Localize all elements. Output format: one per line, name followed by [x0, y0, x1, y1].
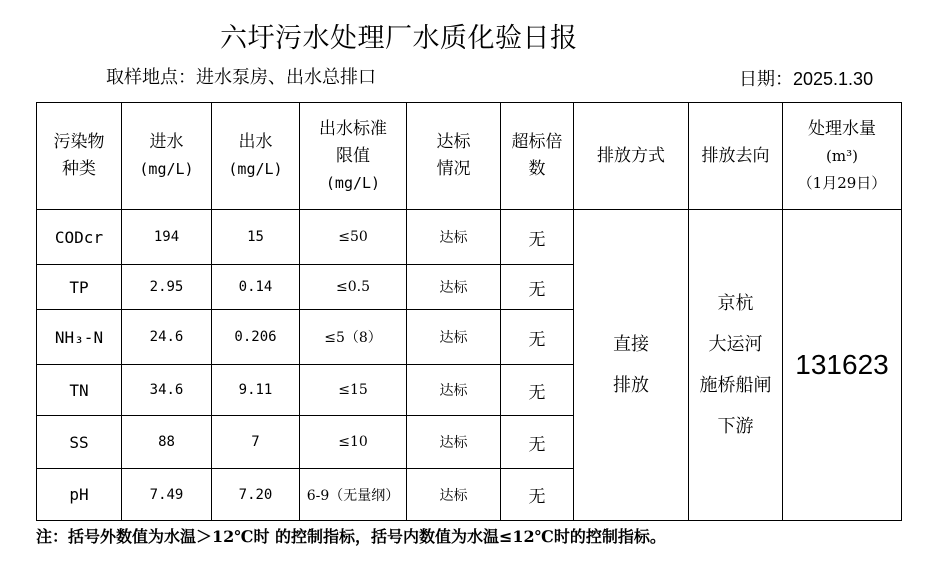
exceed-cell: 无 [501, 265, 574, 310]
header-pollutant-line1: 污染物 [53, 132, 105, 152]
status-cell: 达标 [407, 469, 501, 521]
influent-cell: 194 [122, 210, 212, 265]
header-standard-unit: (mg/L) [325, 173, 381, 192]
table-header-row [37, 103, 902, 210]
effluent-cell: 9.11 [212, 365, 300, 416]
standard-cell: ≤5（8） [300, 310, 407, 365]
status-cell: 达标 [407, 365, 501, 416]
discharge-dest-cell [689, 210, 783, 521]
status-cell: 达标 [407, 265, 501, 310]
pollutant-cell: NH₃-N [37, 310, 122, 365]
report-title: 六圩污水处理厂水质化验日报 [220, 23, 578, 54]
status-cell: 达标 [407, 416, 501, 469]
header-standard [300, 103, 407, 210]
influent-cell: 24.6 [122, 310, 212, 365]
status-cell: 达标 [407, 310, 501, 365]
standard-cell: 6-9（无量纲） [300, 469, 407, 521]
pollutant-cell: TN [37, 365, 122, 416]
discharge-method-line1: 直接 [613, 334, 649, 355]
discharge-dest-line1: 京杭 [717, 293, 754, 314]
discharge-method-line2: 排放 [613, 375, 649, 396]
header-effluent-label: 出水 [238, 132, 273, 152]
pollutant-cell: TP [37, 265, 122, 310]
header-influent-label: 进水 [149, 132, 184, 152]
header-discharge-method: 排放方式 [574, 103, 689, 210]
status-cell: 达标 [407, 210, 501, 265]
header-effluent [212, 103, 300, 210]
exceed-cell: 无 [501, 365, 574, 416]
header-exceed-line2: 数 [528, 159, 546, 179]
report-date: 日期：2025.1.30 [739, 69, 874, 89]
influent-cell: 88 [122, 416, 212, 469]
header-volume [783, 103, 902, 210]
exceed-cell: 无 [501, 310, 574, 365]
influent-cell: 2.95 [122, 265, 212, 310]
discharge-method-cell [574, 210, 689, 521]
header-effluent-unit: (mg/L) [228, 160, 283, 178]
header-discharge-dest: 排放去向 [689, 103, 783, 210]
header-exceed-line1: 超标倍 [511, 132, 563, 152]
header-volume-line1: 处理水量 [808, 118, 876, 139]
exceed-cell: 无 [501, 210, 574, 265]
header-pollutant [37, 103, 122, 210]
influent-cell: 7.49 [122, 469, 212, 521]
effluent-cell: 0.206 [212, 310, 300, 365]
water-quality-table [36, 102, 902, 521]
influent-cell: 34.6 [122, 365, 212, 416]
discharge-dest-line4: 下游 [717, 416, 754, 437]
effluent-cell: 7 [212, 416, 300, 469]
header-influent [122, 103, 212, 210]
exceed-cell: 无 [501, 416, 574, 469]
standard-cell: ≤0.5 [300, 265, 407, 310]
effluent-cell: 0.14 [212, 265, 300, 310]
table-row [37, 210, 902, 265]
standard-cell: ≤50 [300, 210, 407, 265]
header-volume-line3: （1月29日） [797, 173, 887, 192]
sample-location: 取样地点：进水泵房、出水总排口 [106, 67, 376, 88]
footnote: 注：括号外数值为水温＞12℃时 的控制指标，括号内数值为水温≤12℃时的控制指标。 [36, 527, 666, 546]
discharge-dest-line2: 大运河 [708, 334, 763, 355]
effluent-cell: 7.20 [212, 469, 300, 521]
standard-cell: ≤10 [300, 416, 407, 469]
header-status [407, 103, 501, 210]
header-influent-unit: (mg/L) [139, 160, 194, 178]
exceed-cell: 无 [501, 469, 574, 521]
header-status-line2: 情况 [436, 159, 471, 179]
header-volume-line2: (m³) [826, 146, 858, 165]
header-status-line1: 达标 [436, 132, 471, 152]
pollutant-cell: CODcr [37, 210, 122, 265]
header-pollutant-line2: 种类 [62, 159, 96, 179]
header-exceed [501, 103, 574, 210]
header-standard-line2: 限值 [336, 145, 370, 166]
pollutant-cell: SS [37, 416, 122, 469]
header-standard-line1: 出水标准 [319, 118, 387, 139]
pollutant-cell: pH [37, 469, 122, 521]
standard-cell: ≤15 [300, 365, 407, 416]
effluent-cell: 15 [212, 210, 300, 265]
discharge-dest-line3: 施桥船闸 [699, 375, 772, 396]
treated-volume-cell: 131623 [783, 210, 902, 521]
